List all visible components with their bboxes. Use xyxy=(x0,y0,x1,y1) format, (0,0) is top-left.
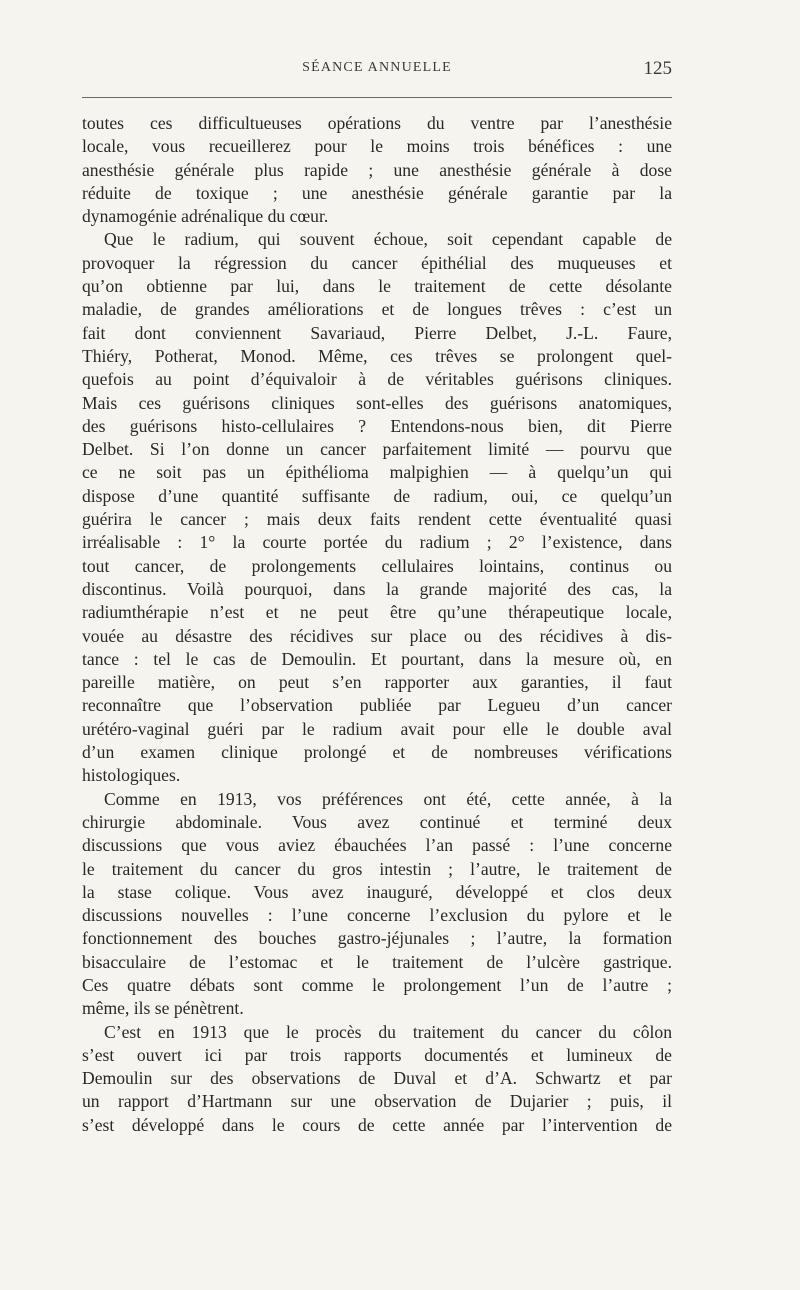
header-rule xyxy=(82,97,672,98)
text-line: anesthésie générale plus rapide ; une anesthésie générale à dose xyxy=(82,159,672,180)
text-line: la stase colique. Vous avez inauguré, développé et clos deux xyxy=(82,881,672,902)
text-line: reconnaître que l’observation publiée par Legueu d’un cancer xyxy=(82,695,672,716)
text-line: d’un examen clinique prolongé et de nombreuses vérifications xyxy=(82,742,672,763)
text-line: réduite de toxique ; une anesthésie générale garantie par la xyxy=(82,182,672,203)
text-line: discussions nouvelles : l’une concerne l’exclusion du pylore et le xyxy=(82,905,672,926)
text-line: des guérisons histo-cellulaires ? Entendons-nous bien, dit Pierre xyxy=(82,415,672,436)
text-line: guérira le cancer ; mais deux faits rendent cette éventualité quasi xyxy=(82,509,672,530)
text-line: Delbet. Si l’on donne un cancer parfaitement limité — pourvu que xyxy=(82,439,672,460)
page-number: 125 xyxy=(643,58,672,79)
text-line: pareille matière, on peut s’en rapporter aux garanties, il faut xyxy=(82,672,672,693)
text-line: irréalisable : 1° la courte portée du radium ; 2° l’existence, dans xyxy=(82,532,672,553)
text-line: bisacculaire de l’estomac et le traitement de l’ulcère gastrique. xyxy=(82,951,672,972)
text-line: même, ils se pénètrent. xyxy=(82,998,244,1019)
paragraph xyxy=(82,788,672,1021)
text-line: provoquer la régression du cancer épithélial des muqueuses et xyxy=(82,252,672,273)
text-line: discontinus. Voilà pourquoi, dans la grande majorité des cas, la xyxy=(82,578,672,599)
text-line: fonctionnement des bouches gastro-jéjunales ; l’autre, la formation xyxy=(82,928,672,949)
text-line: le traitement du cancer du gros intestin ; l’autre, le traitement de xyxy=(82,858,672,879)
text-line: urétéro-vaginal guéri par le radium avait pour elle le double aval xyxy=(82,718,672,739)
text-line: toutes ces difficultueuses opérations du ventre par l’anesthésie xyxy=(82,113,672,133)
text-line: ce ne soit pas un épithélioma malpighien — à quelqu’un qui xyxy=(82,462,672,483)
text-line: s’est ouvert ici par trois rapports documentés et lumineux de xyxy=(82,1044,672,1065)
paragraph xyxy=(82,1021,672,1137)
text-line: maladie, de grandes améliorations et de longues trêves : c’est un xyxy=(82,299,672,320)
text-line: qu’on obtienne par lui, dans le traitement de cette désolante xyxy=(82,276,672,297)
text-line: fait dont conviennent Savariaud, Pierre Delbet, J.-L. Faure, xyxy=(82,322,672,343)
text-line: quefois au point d’équivaloir à de véritables guérisons cliniques. xyxy=(82,369,672,390)
page-header xyxy=(82,60,672,84)
paragraph xyxy=(82,112,672,228)
text-line: Demoulin sur des observations de Duval et d’A. Schwartz et par xyxy=(82,1068,672,1089)
text-line: radiumthérapie n’est et ne peut être qu’une thérapeutique locale, xyxy=(82,602,672,623)
text-line: chirurgie abdominale. Vous avez continué et terminé deux xyxy=(82,811,672,832)
text-line: tout cancer, de prolongements cellulaires lointains, continus ou xyxy=(82,555,672,576)
text-line: histologiques. xyxy=(82,765,181,786)
running-title: SÉANCE ANNUELLE xyxy=(302,60,452,75)
text-line: C’est en 1913 que le procès du traitement du cancer du côlon xyxy=(104,1021,672,1042)
text-line: Comme en 1913, vos préférences ont été, cette année, à la xyxy=(104,788,672,809)
text-line: locale, vous recueillerez pour le moins trois bénéfices : une xyxy=(82,136,672,157)
text-line: Thiéry, Potherat, Monod. Même, ces trêves se prolongent quel- xyxy=(82,345,672,366)
text-line: dynamogénie adrénalique du cœur. xyxy=(82,206,329,227)
text-line: un rapport d’Hartmann sur une observation de Dujarier ; puis, il xyxy=(82,1091,672,1112)
text-line: s’est développé dans le cours de cette année par l’intervention de xyxy=(82,1114,672,1135)
paragraph xyxy=(82,228,672,787)
text-line: vouée au désastre des récidives sur place ou des récidives à dis- xyxy=(82,625,672,646)
text-line: dispose d’une quantité suffisante de radium, oui, ce quelqu’un xyxy=(82,485,672,506)
text-line: tance : tel le cas de Demoulin. Et pourtant, dans la mesure où, en xyxy=(82,648,672,669)
text-line: Mais ces guérisons cliniques sont-elles des guérisons anatomiques, xyxy=(82,392,672,413)
body-text xyxy=(82,112,672,1137)
text-line: Que le radium, qui souvent échoue, soit cependant capable de xyxy=(104,229,672,250)
text-line: discussions que vous aviez ébauchées l’an passé : l’une concerne xyxy=(82,835,672,856)
text-line: Ces quatre débats sont comme le prolongement l’un de l’autre ; xyxy=(82,974,672,995)
